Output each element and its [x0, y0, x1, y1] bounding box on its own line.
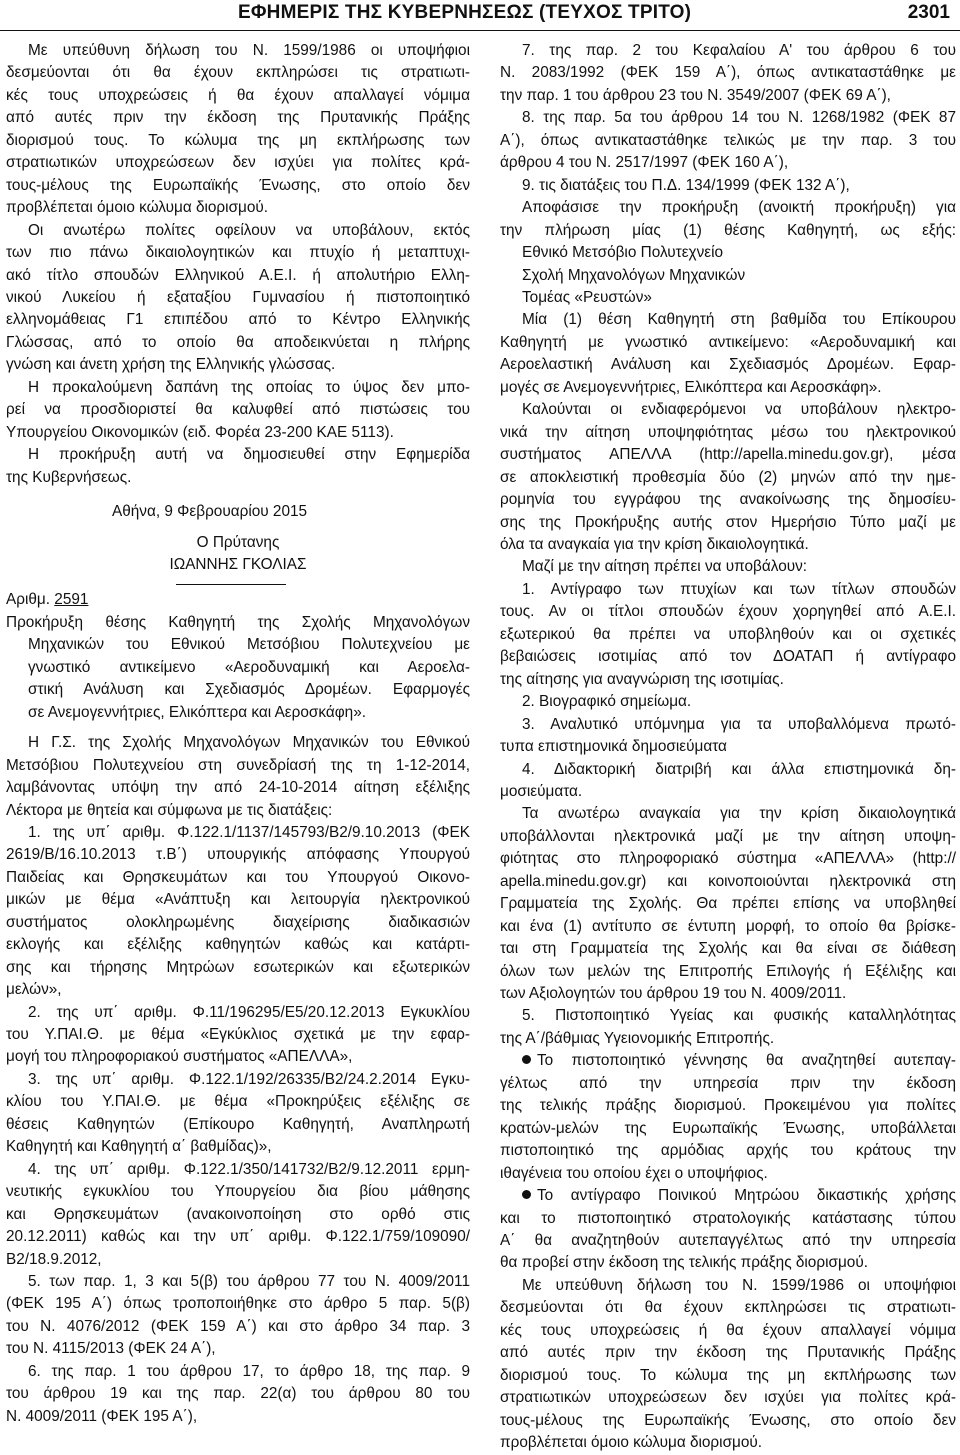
- text-line: γέλτως από την υπηρεσία πριν την έκδοση: [500, 1074, 956, 1092]
- text-line: κές τους υποχρεώσεις ή θα έχουν απαλλαγεί νόμιμα: [6, 86, 470, 104]
- list-item: [500, 759, 956, 804]
- list-item: [6, 822, 470, 1002]
- signature-role: Ο Πρύτανης: [196, 533, 280, 551]
- text-line: άρθρου 4 του Ν. 2517/1997 (ΦΕΚ 160 Α΄),: [500, 154, 789, 172]
- text-line: κρατών-μελών της Ευρωπαϊκής Ένωσης, υποβάλλεται: [500, 1119, 956, 1137]
- text-line: 4. Διδακτορική διατριβή και άλλα επιστημονικά δη-: [522, 760, 956, 778]
- text-line: πιστοποιητικό της αρμόδιας αρχής του κράτους την: [500, 1142, 956, 1160]
- text-line: της Α΄/βάθμιας Υγειονομικής Επιτροπής.: [500, 1029, 775, 1047]
- text-line: Β2/18.9.2012,: [6, 1250, 102, 1268]
- notice-title: [6, 612, 470, 724]
- text-line: προβλέπεται όμοιο κώλυμα διορισμού.: [500, 1434, 763, 1452]
- text-line: την παρ. 1 του άρθρου 23 του Ν. 3549/2007 (ΦΕΚ 69 Α΄),: [500, 86, 891, 104]
- text-line: 7. της παρ. 2 του Κεφαλαίου Α' του άρθρου 6 του: [522, 42, 956, 59]
- text-line: Α΄ θα αναζητηθούν αυτεπαγγέλτως από την υπηρεσία: [500, 1232, 956, 1250]
- text-line: των Αξιολογητών του άρθρου 19 του Ν. 4009/2011.: [500, 985, 847, 1003]
- text-line: Μία (1) θέση Καθηγητή στη βαθμίδα του Επίκουρου: [522, 311, 956, 329]
- text-line: σε αποκλειστική προθεσμία δύο (2) μηνών από την ημε-: [500, 468, 956, 486]
- text-line: Τα ανωτέρω αναγκαία για την κρίση δικαιολογητικά: [522, 805, 956, 823]
- list-item: [500, 107, 956, 174]
- text-line: εξωτερικού θα πρέπει να υποβληθούν και οι σχετικές: [500, 625, 956, 643]
- text-line: υποβάλλονται ηλεκτρονικά μαζί με την αίτηση υποψη-: [500, 827, 956, 845]
- text-line: τους-μέλους της Ευρωπαϊκής Ένωσης, στο οποίο δεν: [500, 1411, 956, 1429]
- text-line: 4. της υπ΄ αριθμ. Φ.122.1/350/141732/Β2/9.12.2011 ερμη-: [28, 1160, 470, 1178]
- text-line: 9. τις διατάξεις του Π.Δ. 134/1999 (ΦΕΚ 132 Α΄),: [522, 176, 850, 194]
- text-line: προβλέπεται όμοιο κώλυμα διορισμού.: [6, 199, 269, 217]
- text-line: θέσεις Καθηγητών (Επίκουρο Καθηγητή, Αναπληρωτή: [6, 1115, 470, 1133]
- list-item: [500, 40, 956, 107]
- text-line: 3. της υπ΄ αριθμ. Φ.122.1/192/26335/Β2/24.2.2014 Εγκυ-: [28, 1070, 470, 1088]
- text-line: μογές σε Ανεμογεννήτριες, Ελικόπτερα και Αεροσκάφη».: [500, 378, 882, 396]
- text-line: Σχολή Μηχανολόγων Μηχανικών: [522, 266, 746, 284]
- submission-text: [500, 803, 956, 1005]
- criminal-record-note: [500, 1185, 956, 1275]
- text-line: συστήματος ΑΠΕΛΛΑ (http://apella.minedu.gov.gr), μέσα: [500, 446, 956, 464]
- text-line: μικών με θέμα «Ανάπτυξη και λειτουργία ηλεκτρονικού: [6, 891, 470, 909]
- text-line: τους. Αν οι τίτλοι σπουδών έχουν χορηγηθεί από Α.Ε.Ι.: [500, 603, 956, 621]
- text-line: ται στη Γραμματεία της Σχολής και θα είναι σε διάθεση: [500, 940, 956, 958]
- text-line: και Θρησκευμάτων (ανακοινοποίηση στο ορθό στις: [6, 1205, 470, 1223]
- text-line: 8. της παρ. 5α του άρθρου 14 του Ν. 1268/1982 (ΦΕΚ 87: [522, 109, 956, 127]
- final-military-paragraph: [500, 1275, 956, 1455]
- required-documents-list: [500, 579, 956, 804]
- list-item: [6, 1271, 470, 1361]
- bullet-icon: [522, 1055, 531, 1064]
- text-line: 20.12.2011) καθώς και την υπ΄ αριθμ. Φ.122.1/759/109090/: [6, 1228, 470, 1246]
- text-line: κλίου του Υ.ΠΑΙ.Θ. με θέμα «Προκηρύξεις εξέλιξης σε: [6, 1093, 470, 1111]
- institution-block: [500, 242, 956, 309]
- text-line: ελληνομάθειας Γ1 επιπέδου από το Κέντρο Ελληνικής: [6, 311, 470, 329]
- paragraph-foreign-citizens: [6, 220, 470, 377]
- text-line: σης της Προκήρυξης αυτής στον Ημερήσιο Τύπο μαζί με: [500, 513, 956, 531]
- text-line: από αυτές πριν την έκδοση της Πρυτανικής Πράξης: [500, 1344, 956, 1362]
- signature-block: [6, 501, 470, 585]
- text-line: 5. Πιστοποιητικό Υγείας και φυσικής καταλληλότητας: [522, 1007, 956, 1025]
- text-line: σης και τήρησης Μητρώων εσωτερικών και εξωτερικών: [6, 958, 470, 976]
- text-line: ρεί να προσδιοριστεί θα καλυφθεί από πιστώσεις του: [6, 401, 470, 419]
- text-line: Η προκήρυξη αυτή να δημοσιευθεί στην Εφημερίδα: [28, 446, 470, 464]
- text-line: νικά την αίτηση υποψηφιότητας μέσω του ηλεκτρονικού: [500, 423, 956, 441]
- text-line: Η προκαλούμενη δαπάνη της οποίας το ύψος δεν μπο-: [28, 378, 470, 396]
- text-line: 5. των παρ. 1, 3 και 5(β) του άρθρου 77 του Ν. 4009/2011: [28, 1273, 470, 1291]
- text-line: Η Γ.Σ. της Σχολής Μηχανολόγων Μηχανικών του Εθνικού: [28, 734, 470, 752]
- paragraph-publication: [6, 444, 470, 489]
- list-item: [6, 1159, 470, 1271]
- text-line: Ν. 4009/2011 (ΦΕΚ 195 Α΄),: [6, 1407, 198, 1425]
- page-header: [0, 0, 960, 28]
- gazette-title: ΕΦΗΜΕΡΙΣ ΤΗΣ ΚΥΒΕΡΝΗΣΕΩΣ (ΤΕΥΧΟΣ ΤΡΙΤΟ): [238, 2, 692, 23]
- text-line: μελών»,: [6, 981, 62, 999]
- text-line: Καλούνται οι ενδιαφερόμενοι να υποβάλουν ηλεκτρο-: [522, 401, 956, 419]
- signature-rule: [176, 584, 286, 585]
- text-line: μογή του πληροφοριακού συστήματος «ΑΠΕΛΛΑ»,: [6, 1048, 353, 1066]
- text-line: Μετσόβιου Πολυτεχνείου στη συνεδρίασή της τη 1-12-2014,: [6, 756, 470, 774]
- paragraph-military-obligations: [6, 40, 470, 220]
- page-number: 2301: [907, 2, 950, 23]
- right-column: [500, 40, 956, 1455]
- text-line: της Κυβερνήσεως.: [6, 468, 132, 486]
- paragraph-expense: [6, 377, 470, 444]
- notice-body: [6, 732, 470, 822]
- text-line: στική Ανάλυση και Σχεδιασμός Δρομέων. Εφαρμογές: [28, 681, 470, 699]
- birth-certificate-note: [500, 1050, 956, 1185]
- text-line: των πιο πάνω δικαιολογητικών και πτυχίο ή μεταπτυχι-: [6, 244, 470, 262]
- bullet-icon: [522, 1190, 531, 1199]
- text-line: Παιδείας και Θρησκευμάτων και του Υπουργού Οικονο-: [6, 868, 470, 886]
- text-line: του Ν. 4115/2013 (ΦΕΚ 24 Α΄),: [6, 1340, 216, 1358]
- text-line: Ν. 2083/1992 (ΦΕΚ 159 Α΄), όπως αντικαταστάθηκε με: [500, 64, 956, 82]
- text-line: λαμβάνοντας υπόψη την από 24-10-2014 αίτηση εξέλιξης: [6, 779, 470, 797]
- text-line: του Ν. 4076/2012 (ΦΕΚ 159 Α΄) και στο άρθρο 34 παρ. 3: [6, 1317, 470, 1335]
- text-line: θα προβεί στην έκδοση της τελικής πράξης διορισμού.: [500, 1254, 868, 1272]
- text-line: γνώση και άνετη χρήση της Ελληνικής γλώσσας.: [6, 356, 336, 374]
- list-item: [6, 1069, 470, 1159]
- text-line: από αυτές πριν την έκδοση της Πρυτανικής Πράξης: [6, 109, 470, 127]
- text-line: Με υπεύθυνη δήλωση του Ν. 1599/1986 οι υποψήφιοι: [28, 42, 470, 59]
- text-line: όλα τα αναγκαία για την κρίση δικαιολογητικά.: [500, 535, 809, 553]
- text-line: 2. της υπ΄ αριθμ. Φ.11/196295/Ε5/20.12.2013 Εγκυκλίου: [28, 1003, 470, 1021]
- provisions-list: [6, 822, 470, 1428]
- provisions-list-continued: [500, 40, 956, 197]
- text-line: δεσμεύονται ότι θα έχουν εκπληρώσει τις στρατιωτι-: [500, 1299, 956, 1317]
- notice-number-value: 2591: [54, 591, 89, 609]
- text-line: τους-μέλους της Ευρωπαϊκής Ένωσης, στο οποίο δεν: [6, 176, 470, 194]
- text-line: νικού Λυκείου ή εξαταξίου Γυμνασίου ή πιστοποιητικό: [6, 288, 470, 306]
- decision-text: [500, 197, 956, 242]
- text-line: Εθνικό Μετσόβιο Πολυτεχνείο: [522, 244, 724, 262]
- required-documents-heading: Μαζί με την αίτηση πρέπει να υποβάλουν:: [522, 558, 808, 576]
- list-item: [500, 691, 956, 713]
- text-line: νευτικής εγκυκλίου του Υπουργείου δια βίου μάθησης: [6, 1183, 470, 1201]
- text-line: ρομηνία του εγγράφου της ανακοίνωσης της δημοσίευ-: [500, 491, 956, 509]
- text-line: Με υπεύθυνη δήλωση του Ν. 1599/1986 οι υποψήφιοι: [522, 1276, 956, 1294]
- text-line: Καθηγητή με γνωστικό αντικείμενο: «Αεροδυναμική και: [500, 333, 956, 351]
- text-line: apella.minedu.gov.gr) και κοινοποιούνται ηλεκτρονικά στη: [500, 872, 956, 890]
- health-certificate-text: [500, 1005, 956, 1050]
- text-line: της τελικής πράξης διορισμού. Προκειμένου για πολίτες: [500, 1097, 956, 1115]
- text-line: Γλώσσας, από το οποίο θα αποδεικνύεται η πλήρης: [6, 333, 470, 351]
- text-line: 6. της παρ. 1 του άρθρου 17, το άρθρο 18, της παρ. 9: [28, 1362, 470, 1380]
- text-line: σε Ανεμογεννήτριες, Ελικόπτερα και Αεροσκάφη».: [28, 703, 367, 721]
- text-line: τυπα επιστημονικά δημοσιεύματα: [500, 738, 727, 756]
- text-line: την πλήρωση μίας (1) θέσης Καθηγητή, ως εξής:: [500, 221, 956, 239]
- text-line: 3. Αναλυτικό υπόμνημα για τα υποβαλλόμενα πρωτό-: [522, 715, 956, 733]
- text-line: ιθαγένεια του οποίου έχει ο υποψήφιος.: [500, 1164, 768, 1182]
- text-line: γνωστικό αντικείμενο «Αεροδυναμική και Αεροελα-: [28, 658, 470, 676]
- text-line: φιότητας στο πληροφοριακό σύστημα «ΑΠΕΛΛΑ» (http://: [500, 850, 956, 868]
- text-line: 1. της υπ΄ αριθμ. Φ.122.1/1137/145793/Β2/9.10.2013 (ΦΕΚ: [28, 823, 470, 841]
- text-line: Προκήρυξη θέσης Καθηγητή της Σχολής Μηχανολόγων: [6, 613, 470, 631]
- notice-number: [6, 589, 470, 611]
- text-line: (ΦΕΚ 195 Α΄) όπως τροποποιήθηκε στο άρθρο 5 παρ. 5(β): [6, 1295, 470, 1313]
- text-line: διορισμού τους. Το κώλυμα της μη εκπλήρωσης των: [6, 131, 470, 149]
- text-line: και ένα (1) αντίτυπο σε έντυπη μορφή, το οποίο θα βρίσκε-: [500, 917, 956, 935]
- text-line: ακό τίτλο σπουδών Ελληνικού Α.Ε.Ι. ή απολυτήριο Ελλη-: [6, 266, 470, 284]
- text-line: Μηχανικών του Εθνικού Μετσόβιου Πολυτεχνείου με: [28, 636, 470, 654]
- text-line: συστήματος ολοκληρωμένης διαχείρισης διαδικασιών: [6, 913, 470, 931]
- signature-date: Αθήνα, 9 Φεβρουαρίου 2015: [112, 503, 308, 521]
- text-line: βεβαιώσεις ισοτιμίας από τον ΔΟΑΤΑΠ ή αντίγραφο: [500, 648, 956, 666]
- text-line: Τομέας «Ρευστών»: [522, 288, 652, 306]
- text-line: διορισμού τους. Το κώλυμα της μη εκπλήρωσης των: [500, 1366, 956, 1384]
- text-line: όλων των μελών της Επιτροπής Επιλογής ή Εξέλιξης και: [500, 962, 956, 980]
- text-line: Λέκτορα με θητεία και σύμφωνα με τις διατάξεις:: [6, 801, 333, 819]
- text-line: του Υ.ΠΑΙ.Θ. με θέμα «Εγκύκλιος σχετικά με την εφαρ-: [6, 1026, 470, 1044]
- text-line: Υπουργείου Οικονομικών (ειδ. Φορέα 23-200 ΚΑΕ 5113).: [6, 423, 394, 441]
- notice-number-prefix: Αριθμ.: [6, 591, 55, 609]
- text-line: της αίτησης για αναγνώριση της ισοτιμίας.: [500, 670, 784, 688]
- text-line: Α΄), όπως αντικαταστάθηκε τελικώς με την παρ. 3 του: [500, 131, 956, 149]
- text-line: κές τους υποχρεώσεις ή θα έχουν απαλλαγεί νόμιμα: [500, 1321, 956, 1339]
- text-line: Γραμματεία της Σχολής. Θα πρέπει επίσης να υποβληθεί: [500, 895, 956, 913]
- text-line: εκλογής και εξέλιξης καθηγητών καθώς και κατάρτι-: [6, 936, 470, 954]
- text-line: Το πιστοποιητικό γέννησης θα αναζητηθεί αυτεπαγ-: [500, 1050, 956, 1072]
- text-line: στρατιωτικών υποχρεώσεων δεν ισχύει για πολίτες κρά-: [500, 1389, 956, 1407]
- text-line: δεσμεύονται ότι θα έχουν εκπληρώσει τις στρατιωτι-: [6, 64, 470, 82]
- text-line: Αποφάσισε την προκήρυξη (ανοικτή προκήρυξη) για: [522, 199, 956, 217]
- text-line: Το αντίγραφο Ποινικού Μητρώου δικαστικής χρήσης: [500, 1185, 956, 1207]
- text-line: Αεροελαστική Ανάλυση και Σχεδιασμός Δρομέων. Εφαρ-: [500, 356, 956, 374]
- text-line: στρατιωτικών υποχρεώσεων δεν ισχύει για πολίτες κρά-: [6, 154, 470, 172]
- text-line: και το πιστοποιητικό στρατολογικής κατάστασης τύπου: [500, 1209, 956, 1227]
- text-line: του άρθρου 19 και της παρ. 22(α) του άρθρου 80 του: [6, 1385, 470, 1403]
- left-column: [6, 40, 470, 1428]
- list-item: [6, 1361, 470, 1428]
- text-line: 1. Αντίγραφο των πτυχίων και των τίτλων σπουδών: [522, 580, 956, 598]
- text-line: μοσιεύματα.: [500, 782, 583, 800]
- list-item: [6, 1002, 470, 1069]
- invitation-text: [500, 399, 956, 556]
- signature-name: ΙΩΑΝΝΗΣ ΓΚΟΛΙΑΣ: [169, 555, 307, 573]
- text-line: Καθηγητή και Καθηγητή α΄ βαθμίδας)»,: [6, 1138, 272, 1156]
- text-line: Οι ανωτέρω πολίτες οφείλουν να υποβάλουν, εκτός: [28, 221, 470, 239]
- list-item: [500, 579, 956, 691]
- list-item: [500, 175, 956, 197]
- header-rule: [0, 30, 960, 31]
- text-line: 2. Βιογραφικό σημείωμα.: [522, 693, 692, 711]
- list-item: [500, 714, 956, 759]
- position-description: [500, 309, 956, 399]
- text-line: 2619/Β/16.10.2013 τ.Β΄) υπουργικής απόφασης Υπουργού: [6, 846, 470, 864]
